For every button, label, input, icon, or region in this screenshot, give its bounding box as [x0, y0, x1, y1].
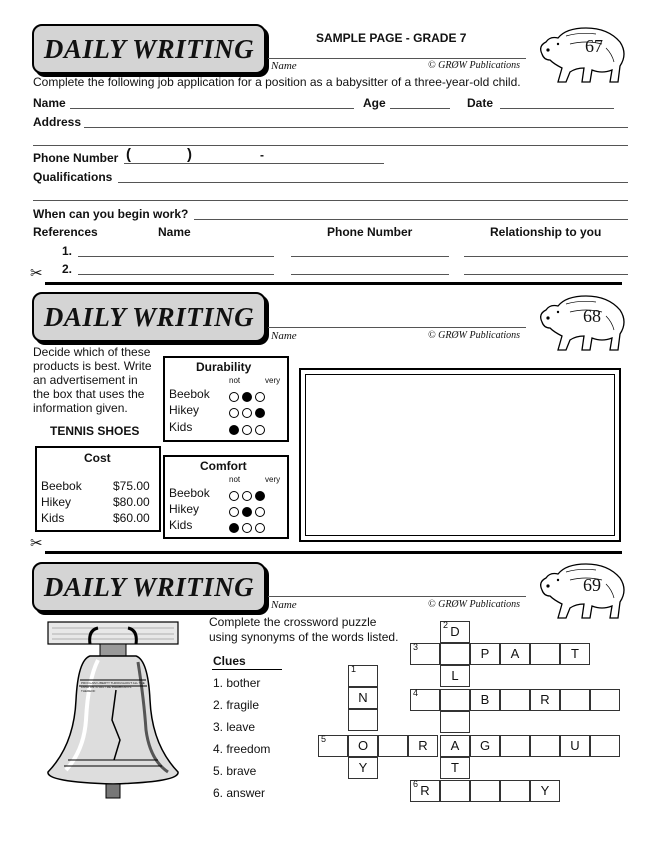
rating-circle: [255, 425, 265, 435]
activity-number-68: 68: [583, 306, 601, 326]
rating-circle: [255, 408, 265, 418]
crossword-cell[interactable]: 3: [410, 643, 440, 665]
bell-inscription: PROCLAIM LIBERTY THROUGHOUT ALL THE LAND UNTO ALL THE INHABITANTS THEREOF: [81, 681, 145, 693]
name-label: Name: [33, 96, 66, 110]
rating-product-name: Hikey: [169, 502, 200, 516]
crossword-cell[interactable]: [500, 735, 530, 757]
crossword-cell[interactable]: A: [500, 643, 530, 665]
comfort-title: Comfort: [200, 459, 247, 473]
sample-page-label: SAMPLE PAGE - GRADE 7: [316, 31, 467, 45]
activity-number-67: 67: [585, 36, 603, 56]
crossword-cell[interactable]: Y: [530, 780, 560, 802]
name-line: [268, 58, 526, 59]
ref-line: [291, 256, 449, 257]
qualifications-label: Qualifications: [33, 170, 113, 184]
address-label: Address: [33, 115, 82, 129]
ref-name-header: Name: [158, 225, 191, 239]
rating-circle: [229, 507, 239, 517]
crossword-cell[interactable]: [470, 780, 500, 802]
rating-circle: [242, 392, 252, 402]
qualifications-line-2: [33, 200, 628, 201]
rating-product-name: Kids: [169, 420, 193, 434]
title-box-68: [32, 292, 266, 342]
crossword-cell[interactable]: A: [440, 735, 470, 757]
rating-circle: [242, 507, 252, 517]
phone-paren-open: (: [126, 146, 131, 163]
rating-product-name: Kids: [169, 518, 193, 532]
crossword-cell[interactable]: R: [530, 689, 560, 711]
cost-price: $75.00: [113, 479, 150, 493]
crossword-cell[interactable]: G: [470, 735, 500, 757]
phone-dash: -: [260, 148, 264, 162]
instruction-69-line: Complete the crossword puzzle: [209, 615, 377, 629]
begin-work-line: [194, 219, 628, 220]
rating-product-name: Hikey: [169, 403, 200, 417]
ref-line: [78, 274, 274, 275]
instruction-68-line: the box that uses the: [33, 387, 145, 401]
durability-title: Durability: [196, 360, 252, 374]
references-label: References: [33, 225, 98, 239]
rating-circle: [229, 408, 239, 418]
ref-row-2: 2.: [62, 262, 73, 276]
crossword-cell[interactable]: [440, 711, 470, 733]
scale-low-label: not: [229, 475, 241, 484]
rating-circle: [229, 491, 239, 501]
ref-line: [78, 256, 274, 257]
scale-low-label: not: [229, 376, 241, 385]
bear-icon: [536, 560, 628, 622]
clue-item: 1. bother: [213, 676, 261, 690]
rating-circle: [242, 523, 252, 533]
clue-item: 6. answer: [213, 786, 266, 800]
rating-circle: [255, 392, 265, 402]
instruction-69-line: using synonyms of the words listed.: [209, 630, 399, 644]
phone-line: [124, 163, 384, 164]
rating-product-name: Beebok: [169, 387, 210, 401]
crossword-cell[interactable]: [440, 689, 470, 711]
crossword-cell[interactable]: 2 D: [440, 621, 470, 643]
crossword-cell[interactable]: O: [348, 735, 378, 757]
crossword-cell[interactable]: [560, 689, 590, 711]
name-caption: Name: [271, 60, 297, 72]
crossword-cell[interactable]: [590, 735, 620, 757]
crossword-cell[interactable]: 4: [410, 689, 440, 711]
rating-dots: [229, 421, 268, 439]
rating-dots: [229, 404, 268, 422]
cost-price: $60.00: [113, 511, 150, 525]
section-title: DAILY WRITING: [43, 34, 255, 64]
name-line-67: [70, 108, 354, 109]
age-line: [390, 108, 450, 109]
publisher-label: © GRØW Publications: [428, 599, 521, 610]
ref-phone-header: Phone Number: [327, 225, 413, 239]
name-caption: Name: [271, 599, 297, 611]
rating-circle: [255, 507, 265, 517]
crossword-cell[interactable]: T: [560, 643, 590, 665]
instruction-68-line: Decide which of these: [33, 345, 151, 359]
cost-price: $80.00: [113, 495, 150, 509]
cost-title: Cost: [84, 451, 111, 465]
crossword-cell[interactable]: 1: [348, 665, 378, 687]
clue-item: 4. freedom: [213, 742, 271, 756]
crossword-cell[interactable]: P: [470, 643, 500, 665]
rating-circle: [242, 425, 252, 435]
section-title: DAILY WRITING: [43, 572, 255, 602]
scale-high-label: very: [265, 376, 281, 385]
crossword-cell[interactable]: N: [348, 687, 378, 709]
ref-relationship-header: Relationship to you: [490, 225, 602, 239]
title-box-69: [32, 562, 266, 612]
cost-product-name: Beebok: [41, 479, 82, 493]
qualifications-line-1: [118, 182, 628, 183]
crossword-cell[interactable]: [530, 735, 560, 757]
crossword-cell[interactable]: R: [408, 735, 438, 757]
cost-product-name: Kids: [41, 511, 65, 525]
bear-icon: [536, 292, 628, 354]
clue-item: 3. leave: [213, 720, 256, 734]
clue-item: 2. fragile: [213, 698, 260, 712]
instruction-68-line: information given.: [33, 401, 128, 415]
cut-line: [45, 551, 622, 554]
liberty-bell-icon: [38, 620, 188, 805]
phone-label: Phone Number: [33, 151, 119, 165]
rating-circle: [242, 408, 252, 418]
ref-row-1: 1.: [62, 244, 73, 258]
clues-underline: [212, 669, 282, 670]
crossword-cell[interactable]: U: [560, 735, 590, 757]
rating-circle: [255, 523, 265, 533]
rating-circle: [255, 491, 265, 501]
cut-line: [45, 282, 622, 285]
rating-circle: [229, 523, 239, 533]
scissors-icon: ✂: [30, 265, 43, 282]
ref-line: [464, 274, 628, 275]
section-title: DAILY WRITING: [43, 302, 255, 332]
name-line: [268, 596, 526, 597]
name-line: [268, 327, 526, 328]
age-label: Age: [363, 96, 386, 110]
rating-dots: [229, 519, 268, 537]
crossword-cell[interactable]: [348, 709, 378, 731]
publisher-label: © GRØW Publications: [428, 330, 521, 341]
instruction-67: Complete the following job application for a position as a babysitter of a three-year-old child.: [33, 75, 521, 89]
crossword-cell[interactable]: [500, 689, 530, 711]
product-label: TENNIS SHOES: [50, 424, 140, 438]
crossword-cell[interactable]: [378, 735, 408, 757]
ref-line: [291, 274, 449, 275]
advertisement-box[interactable]: [299, 368, 621, 542]
clues-title: Clues: [213, 654, 246, 668]
crossword-cell[interactable]: B: [470, 689, 500, 711]
address-line-2: [33, 145, 628, 146]
crossword-cell[interactable]: L: [440, 665, 470, 687]
scale-high-label: very: [265, 475, 281, 484]
publisher-label: © GRØW Publications: [428, 60, 521, 71]
activity-number-69: 69: [583, 575, 601, 595]
ref-line: [464, 256, 628, 257]
instruction-68-line: an advertisement in: [33, 373, 138, 387]
cost-product-name: Hikey: [41, 495, 72, 509]
begin-work-label: When can you begin work?: [33, 207, 189, 221]
date-line: [500, 108, 614, 109]
crossword-cell[interactable]: [440, 780, 470, 802]
rating-circle: [229, 425, 239, 435]
name-caption: Name: [271, 330, 297, 342]
scissors-icon: ✂: [30, 535, 43, 552]
title-box-67: [32, 24, 266, 74]
rating-circle: [229, 392, 239, 402]
instruction-68-line: products is best. Write: [33, 359, 152, 373]
clue-item: 5. brave: [213, 764, 257, 778]
bear-icon: [536, 24, 628, 86]
crossword-cell[interactable]: 5: [318, 735, 348, 757]
address-line-1: [84, 127, 628, 128]
rating-circle: [242, 491, 252, 501]
date-label: Date: [467, 96, 494, 110]
crossword-cell[interactable]: [440, 643, 470, 665]
crossword-cell[interactable]: 6 R: [410, 780, 440, 802]
crossword-cell[interactable]: [500, 780, 530, 802]
phone-paren-close: ): [187, 146, 192, 163]
crossword-cell[interactable]: T: [440, 757, 470, 779]
crossword-cell[interactable]: [590, 689, 620, 711]
crossword-cell[interactable]: Y: [348, 757, 378, 779]
crossword-cell[interactable]: [530, 643, 560, 665]
rating-product-name: Beebok: [169, 486, 210, 500]
